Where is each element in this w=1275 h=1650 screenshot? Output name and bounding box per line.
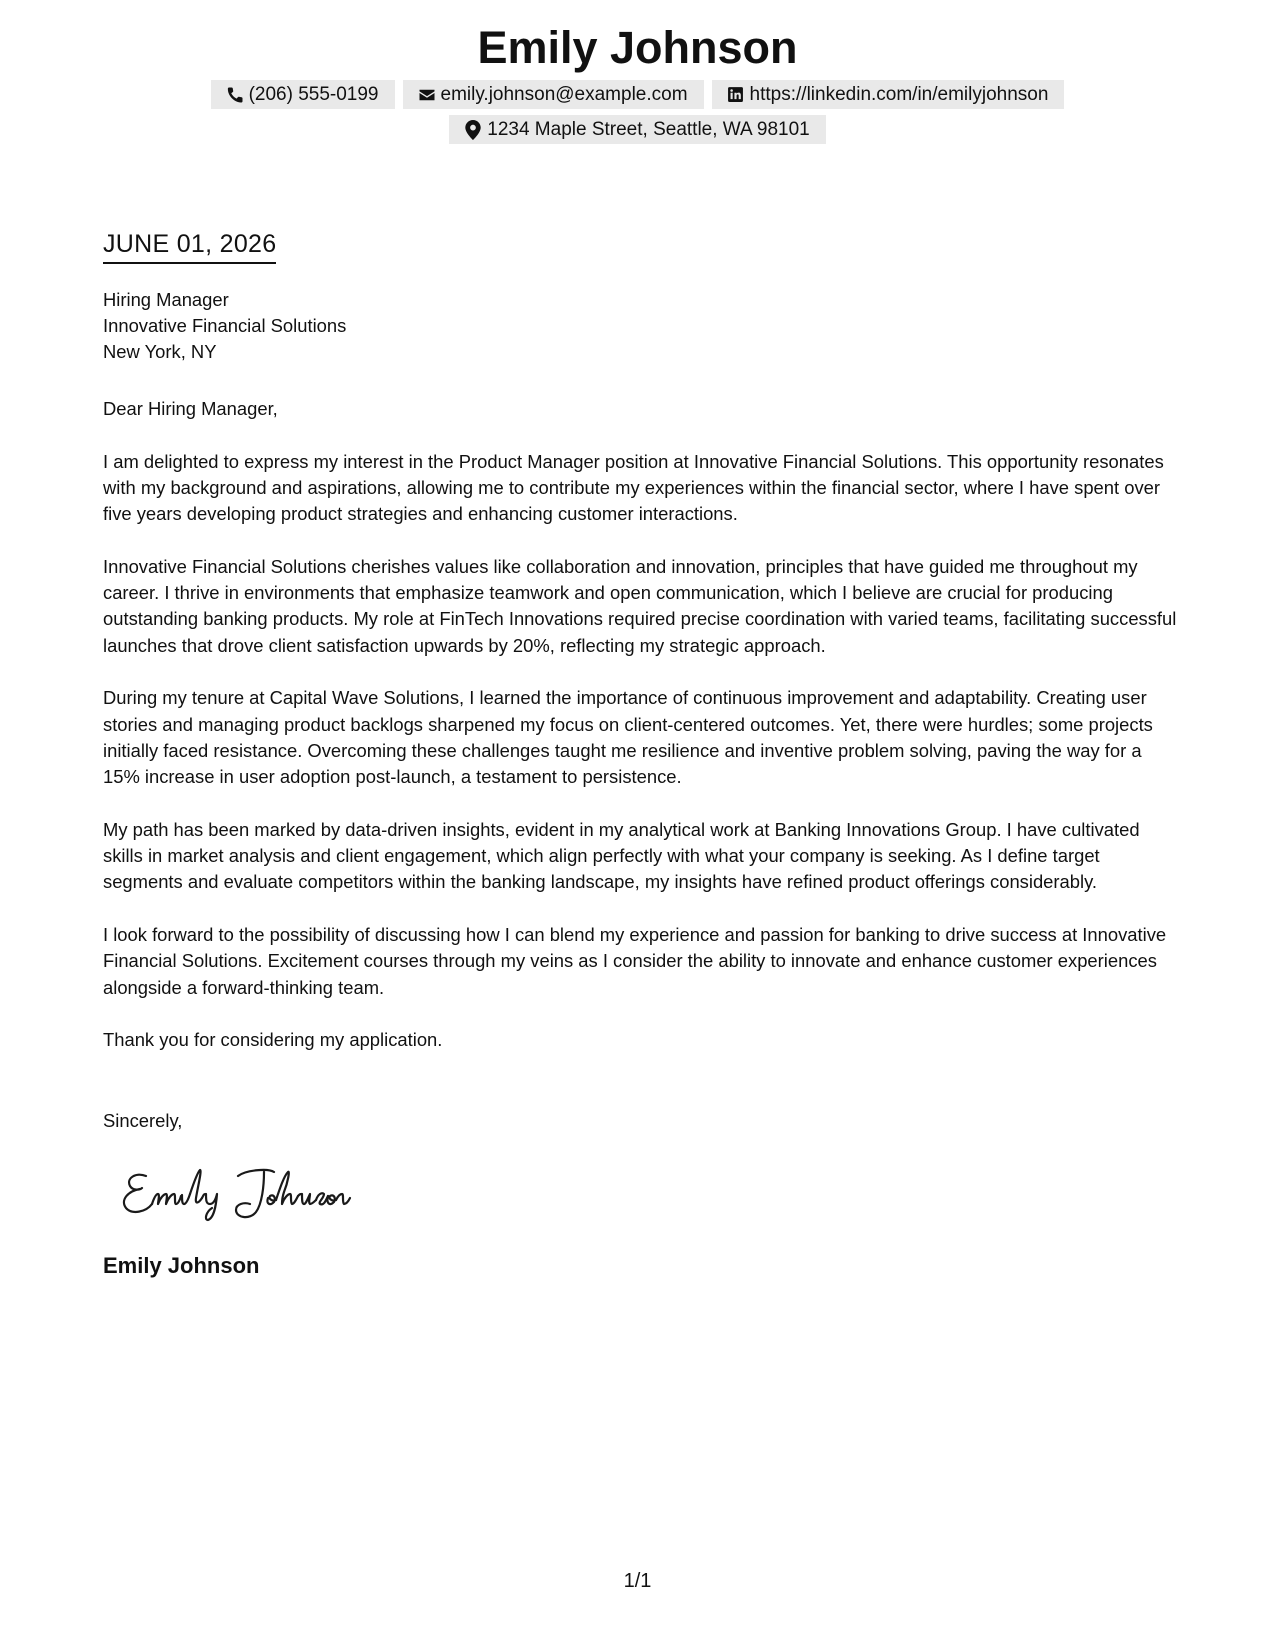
email-text: emily.johnson@example.com [440, 84, 688, 105]
paragraph: During my tenure at Capital Wave Solutions, I learned the importance of continuous improvement and adaptability. Creating user stories and managing product backlogs sharpened my focus on client-centered outcomes. Yet, there were hurdles; some projects initially faced resistance. Overcoming these challenges taught me resilience and inventive problem solving, paving the way for a 15% increase in user adoption post-launch, a testament to persistence. [103, 687, 1153, 788]
letter-date: JUNE 01, 2026 [103, 228, 276, 264]
linkedin-chip[interactable] [712, 80, 1065, 109]
address-chip[interactable] [449, 115, 826, 144]
paragraph: Innovative Financial Solutions cherishes values like collaboration and innovation, principles that have guided me throughout my career. I thrive in environments that emphasize teamwork and open communication, which I believe are crucial for producing outstanding banking products. My role at FinTech Innovations required precise coordination with varied teams, facilitating successful launches that drove client satisfaction upwards by 20%, reflecting my strategic approach. [103, 555, 1177, 656]
contact-row-primary [0, 80, 1275, 109]
paragraph: I am delighted to express my interest in the Product Manager position at Innovative Financial Solutions. This opportunity resonates with my background and aspirations, allowing me to contribute my experiences within the financial sector, where I have spent over five years developing product strategies and enhancing customer interactions. [103, 450, 1164, 525]
recipient-block [103, 287, 346, 365]
linkedin-text: https://linkedin.com/in/emilyjohnson [749, 84, 1049, 105]
envelope-icon [417, 85, 437, 105]
letter-body [103, 396, 1183, 1080]
phone-chip[interactable] [211, 80, 395, 109]
closing: Sincerely, [103, 1110, 183, 1131]
recipient-company: Innovative Financial Solutions [103, 315, 347, 336]
salutation: Dear Hiring Manager, [103, 398, 278, 419]
thank-you-line: Thank you for considering my application. [103, 1029, 443, 1051]
phone-icon [225, 85, 245, 105]
paragraph: I look forward to the possibility of discussing how I can blend my experience and passion for banking to drive success at Innovative Financial Solutions. Excitement courses through my veins as I consider the ability to innovate and enhance customer experiences alongside a forward-thinking team. [103, 923, 1167, 998]
map-marker-icon [463, 120, 483, 140]
page-number: 1/1 [623, 1570, 652, 1592]
recipient-location: New York, NY [103, 341, 217, 362]
address-text: 1234 Maple Street, Seattle, WA 98101 [487, 119, 810, 140]
signer-name: Emily Johnson [103, 1253, 260, 1278]
linkedin-icon [726, 85, 746, 105]
email-chip[interactable] [403, 80, 704, 109]
recipient-title: Hiring Manager [103, 289, 229, 310]
paragraph: My path has been marked by data-driven insights, evident in my analytical work at Banking Innovations Group. I have cultivated skills in market analysis and client engagement, which align perfectly with what your company is seeking. As I define target segments and evaluate competitors within the banking landscape, my insights have refined product offerings considerably. [103, 818, 1140, 893]
handwritten-signature [118, 1158, 358, 1222]
contact-row-secondary [0, 115, 1275, 144]
applicant-name: Emily Johnson [477, 22, 798, 73]
phone-text: (206) 555-0199 [248, 84, 379, 105]
